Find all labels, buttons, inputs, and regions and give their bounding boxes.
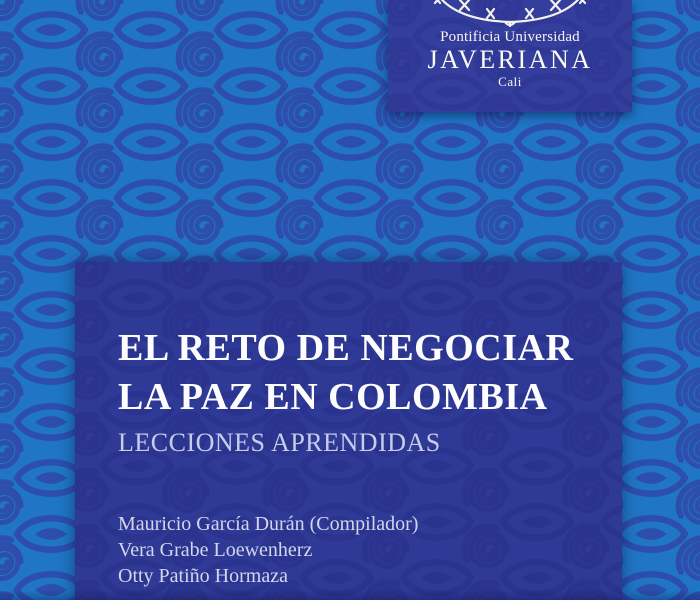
- book-title-line2: LA PAZ EN COLOMBIA: [118, 376, 548, 418]
- book-title-line1: EL RETO DE NEGOCIAR: [118, 327, 574, 369]
- author-list: [118, 511, 418, 589]
- university-name-small: Pontificia Universidad: [440, 29, 580, 45]
- university-badge: [388, 0, 632, 112]
- university-crest-icon: [432, 0, 588, 27]
- book-subtitle: LECCIONES APRENDIDAS: [118, 428, 441, 457]
- author-name: Vera Grabe Loewenherz: [118, 539, 313, 561]
- title-panel: [75, 262, 622, 600]
- author-name: Mauricio García Durán (Compilador): [118, 513, 419, 535]
- author-name: Otty Patiño Hormaza: [118, 565, 288, 587]
- book-title: [118, 324, 573, 422]
- university-name-large: JAVERIANA: [427, 45, 593, 74]
- university-city: Cali: [498, 74, 522, 89]
